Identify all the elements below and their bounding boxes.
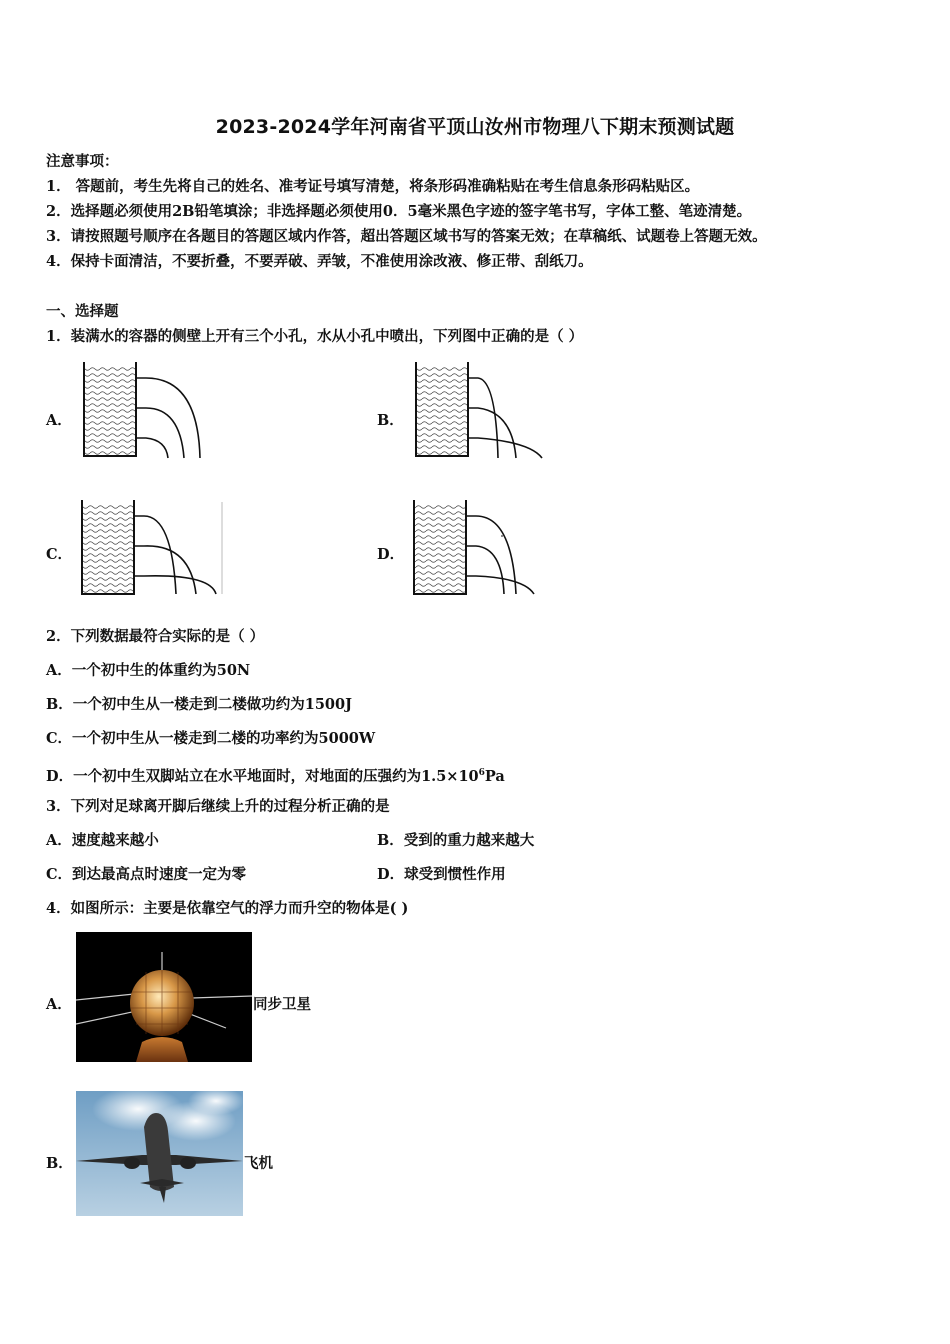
question-2-stem: 2．下列数据最符合实际的是（ ） <box>46 628 265 645</box>
q1-option-c-diagram <box>78 498 226 600</box>
q2-option-d-exponent: 6 <box>478 768 485 778</box>
q2-option-d <box>46 764 505 786</box>
notice-item-4: 4．保持卡面清洁，不要折叠，不要弄破、弄皱，不准使用涂改液、修正带、刮纸刀。 <box>46 253 593 270</box>
airplane-photo <box>76 1091 243 1216</box>
section-heading: 一、选择题 <box>46 303 119 320</box>
q1-option-d-diagram <box>406 498 541 600</box>
q2-option-d-unit: Pa <box>484 767 505 785</box>
q1-option-b-diagram <box>412 360 547 462</box>
q3-option-c: C．到达最高点时速度一定为零 <box>46 866 247 883</box>
notice-item-1: 1． 答题前，考生先将自己的姓名、准考证号填写清楚，将条形码准确粘贴在考生信息条形码粘贴区。 <box>46 178 700 195</box>
q1-option-b-label: B． <box>377 412 404 429</box>
q1-option-d-label: D． <box>377 546 405 563</box>
q3-option-b: B．受到的重力越来越大 <box>377 832 535 849</box>
q4-option-a-caption: 同步卫星 <box>253 997 311 1013</box>
q1-option-a-label: A． <box>46 412 72 429</box>
q3-option-a: A．速度越来越小 <box>46 832 159 849</box>
page-title: 2023-2024学年河南省平顶山汝州市物理八下期末预测试题 <box>215 116 735 138</box>
satellite-photo <box>76 932 252 1062</box>
q1-option-c-label: C． <box>46 546 73 563</box>
q4-option-b-caption: 飞机 <box>244 1156 273 1172</box>
q4-option-a-label: A． <box>46 996 72 1013</box>
q2-option-d-text: D．一个初中生双脚站立在水平地面时，对地面的压强约为1.5×10 <box>46 767 479 785</box>
question-4-stem: 4．如图所示：主要是依靠空气的浮力而升空的物体是( ) <box>46 900 409 917</box>
notice-item-2: 2．选择题必须使用2B铅笔填涂；非选择题必须使用0．5毫米黑色字迹的签字笔书写，字体工整、笔迹清楚。 <box>46 203 752 220</box>
q2-option-c: C．一个初中生从一楼走到二楼的功率约为5000W <box>46 730 376 747</box>
question-3-stem: 3．下列对足球离开脚后继续上升的过程分析正确的是 <box>46 798 390 815</box>
q3-option-d: D．球受到惯性作用 <box>377 866 506 883</box>
notice-heading: 注意事项： <box>46 153 119 170</box>
q1-option-a-diagram <box>80 360 210 462</box>
question-1-stem: 1．装满水的容器的侧壁上开有三个小孔，水从小孔中喷出，下列图中正确的是（ ） <box>46 328 584 345</box>
q2-option-a: A．一个初中生的体重约为50N <box>46 662 251 679</box>
notice-item-3: 3．请按照题号顺序在各题目的答题区域内作答，超出答题区域书写的答案无效；在草稿纸、试题卷上答题无效。 <box>46 228 767 245</box>
q2-option-b: B．一个初中生从一楼走到二楼做功约为1500J <box>46 696 352 713</box>
q4-option-b-label: B． <box>46 1155 73 1172</box>
